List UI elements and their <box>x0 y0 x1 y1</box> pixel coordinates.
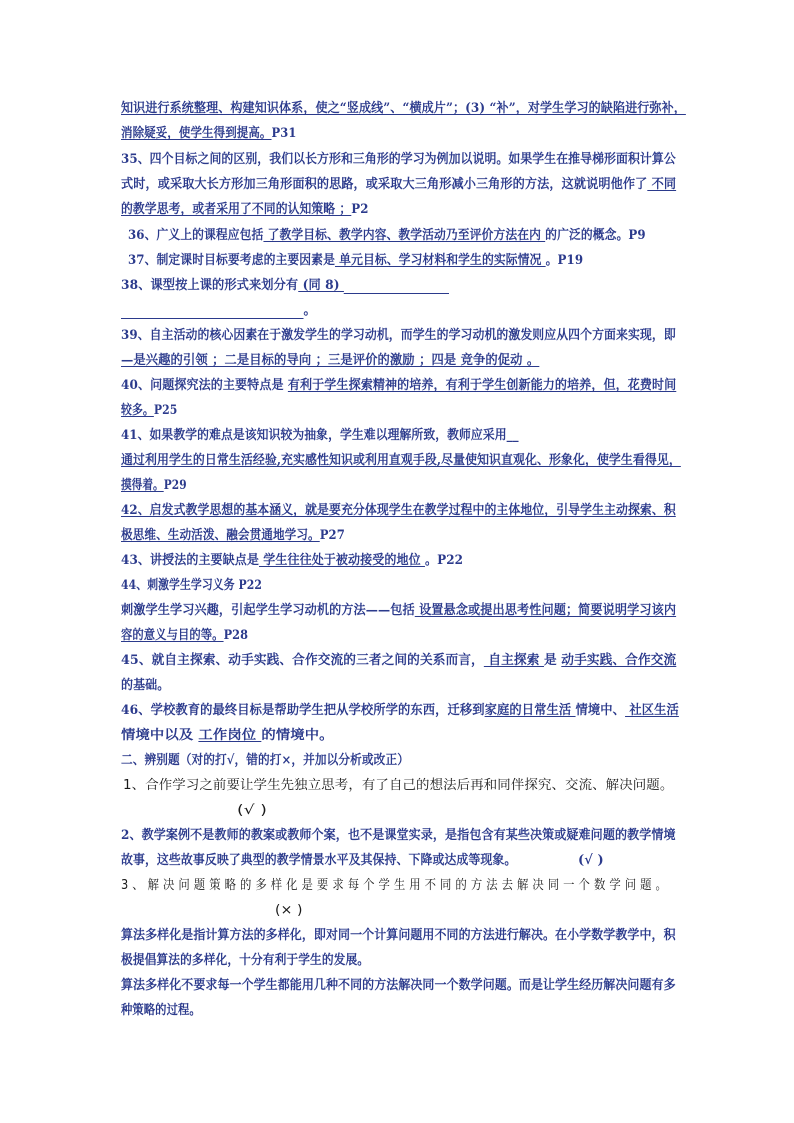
text-segment: P25 <box>153 403 178 418</box>
text-segment: 37、制定课时目标要考虑的主要因素是 <box>128 253 335 268</box>
text-line-l04 <box>121 177 676 193</box>
text-segment: (√ ) <box>578 853 604 868</box>
text-segment: 41、如果教学的难点是该知识较为抽象，学生难以理解所致，教师应采用__ <box>121 428 519 443</box>
text-segment: P31 <box>271 126 297 141</box>
text-segment: 式时，或采取大长方形加三角形面积的思路，或采取大三角形减小三角形的方法，这就说明他作了 <box>121 177 648 192</box>
text-line-l09 <box>121 303 316 319</box>
text-segment: 36、广义上的课程应包括 <box>128 228 264 243</box>
text-segment: 45、就自主探索、动手实践、合作交流的三者之间的关系而言， <box>121 653 484 668</box>
text-segment: 1、合作学习之前要让学生先独立思考，有了自己的想法后再和同伴探究、交流、解决问题。 <box>123 778 674 793</box>
text-segment: 。 <box>303 303 317 318</box>
text-segment: P27 <box>319 528 345 543</box>
underlined-answer: 的教学思考，或者采用了不同的认知策略 ； <box>121 202 352 217</box>
text-line-l16 <box>121 478 187 494</box>
text-segment: 39、自主活动的核心因素在于激发学生的学习动机，而学生的学习动机的激发则应从四个方面来实现，即 <box>121 328 676 343</box>
underlined-answer: 不同 <box>647 177 677 192</box>
text-line-l35 <box>121 953 369 969</box>
text-line-l07 <box>128 253 583 269</box>
text-line-l18 <box>121 528 345 544</box>
text-segment: 二、辨别题（对的打√，错的打×，并加以分析或改正） <box>121 753 409 768</box>
text-segment: 2、教学案例不是教师的教案或教师个案，也不是课堂实录，是指包含有某些决策或疑难问题的教学情境 <box>121 828 676 843</box>
text-line-l05 <box>121 202 369 218</box>
text-line-l15 <box>121 453 681 469</box>
text-segment: 故事，这些故事反映了典型的教学情景水平及其保持、下降或达成等现象。 <box>121 853 517 868</box>
text-line-l10 <box>121 328 676 344</box>
underlined-answer: 单元目标、学习材料和学生的实际情况 <box>334 253 546 268</box>
text-line-l08 <box>121 278 449 294</box>
text-segment: 情境中、 <box>575 703 626 718</box>
text-line-l37 <box>121 1003 201 1019</box>
underlined-answer: 学生往往处于被动接受的地位 <box>258 553 425 568</box>
text-line-l13 <box>121 403 177 419</box>
underlined-answer: 有利于学生探索精神的培养，有利于学生创新能力的培养，但，花费时间 <box>287 378 677 393</box>
text-line-l30 <box>121 828 676 844</box>
text-segment: 40、问题探究法的主要特点是 <box>121 378 288 393</box>
text-segment: 46、学校教育的最终目标是帮助学生把从学校所学的东西，迁移到 <box>121 703 485 718</box>
text-line-l11 <box>121 353 539 369</box>
underlined-answer: 社区生活 <box>625 703 679 718</box>
text-line-l23 <box>121 653 676 669</box>
text-segment: P2 <box>351 202 369 217</box>
text-line-l31 <box>121 853 516 869</box>
text-line-l26 <box>121 728 334 744</box>
underlined-answer: 自主探索 <box>483 653 544 668</box>
text-segment: 种策略的过程。 <box>121 1003 201 1018</box>
text-segment: 43、讲授法的主要缺点是 <box>121 553 259 568</box>
underlined-answer: 设置悬念或提出思考性问题；简要说明学习该内 <box>414 603 677 618</box>
text-segment: P28 <box>223 628 249 643</box>
text-segment: 44、刺激学生学习义务 P22 <box>121 578 262 593</box>
underlined-answer: 容的意义与目的等。 <box>121 628 224 643</box>
text-line-l22 <box>121 628 248 644</box>
text-line-l01 <box>121 101 686 117</box>
text-line-l03 <box>121 152 676 168</box>
fill-in-blank <box>344 279 449 294</box>
underlined-answer: 了教学目标、教学内容、教学活动乃至评价方法在内 <box>263 228 546 243</box>
underlined-answer: 摸得着。 <box>121 478 164 493</box>
text-line-l14 <box>121 428 519 444</box>
underlined-answer: —是兴趣的引领 ；二是目标的导向 ；三是评价的激励 ；四是 竞争的促动 。 <box>121 353 540 368</box>
underlined-answer: 消除疑妥，使学生得到提高。 <box>121 126 272 141</box>
text-line-l19 <box>121 553 463 569</box>
underlined-answer: 通过利用学生的日常生活经验,充实感性知识或利用直观手段,尽量使知识直观化、形象化，使学生看得见， <box>121 453 681 468</box>
text-line-l28 <box>123 778 673 794</box>
text-segment: 算法多样化是指计算方法的多样化，即对同一个计算问题用不同的方法进行解决。在小学数学教学中，积 <box>121 928 676 943</box>
text-line-l33 <box>275 903 303 919</box>
text-line-l36 <box>121 978 676 994</box>
text-line-l17 <box>121 503 676 519</box>
underlined-answer: 动手实践、合作交流 <box>561 653 677 668</box>
text-segment: 38、课型按上课的形式来划分有 <box>121 278 299 293</box>
text-segment: 3、解决问题策略的多样化是要求每个学生用不同的方法去解决同一个数学问题。 <box>121 878 671 893</box>
text-segment: 。P22 <box>424 553 464 568</box>
underlined-answer: 知识进行系统整理、构建知识体系，使之“竖成线”、“横成片”；(3) “补”，对学生学习的缺陷进行弥补， <box>121 101 686 116</box>
text-segment: 的基础。 <box>121 678 170 693</box>
text-line-l20 <box>121 578 262 594</box>
text-line-l21 <box>121 603 676 619</box>
underlined-answer: 家庭的日常生活 <box>484 703 576 718</box>
text-line-l06 <box>128 228 646 244</box>
text-segment: P29 <box>163 478 187 493</box>
text-line-l12 <box>121 378 676 394</box>
text-line-l24 <box>121 678 169 694</box>
text-segment: 的广泛的概念。P9 <box>545 228 646 243</box>
fill-in-blank <box>121 304 304 319</box>
text-segment: 算法多样化不要求每一个学生都能用几种不同的方法解决同一个数学问题。而是让学生经历解决问题有多 <box>121 978 676 993</box>
text-line-l34 <box>121 928 676 944</box>
underlined-answer: (同 8) <box>298 278 344 293</box>
underlined-answer: 工作岗位 <box>198 728 262 743</box>
text-segment: (× ) <box>275 903 303 918</box>
text-segment: 。P19 <box>545 253 584 268</box>
text-segment: 刺激学生学习兴趣，引起学生学习动机的方法——包括 <box>121 603 415 618</box>
text-segment: (√ ) <box>237 803 267 818</box>
underlined-answer: 极思维、生动活泼、融会贯通地学习。 <box>121 528 320 543</box>
text-segment: 情境中以及 <box>121 728 199 743</box>
text-segment: 的情境中。 <box>261 728 334 743</box>
text-line-l31b <box>578 853 604 869</box>
text-line-l25 <box>121 703 679 719</box>
text-line-l02 <box>121 126 296 142</box>
text-segment: 极提倡算法的多样化，十分有利于学生的发展。 <box>121 953 370 968</box>
underlined-answer: 较多。 <box>121 403 154 418</box>
text-line-l27 <box>121 753 409 769</box>
text-line-l29 <box>237 803 267 819</box>
text-segment: 35、四个目标之间的区别，我们以长方形和三角形的学习为例加以说明。如果学生在推导梯形面积计算公 <box>121 152 676 167</box>
text-line-l32 <box>121 878 671 894</box>
text-segment: 是 <box>543 653 562 668</box>
underlined-answer: 42、启发式教学思想的基本涵义，就是要充分体现学生在教学过程中的主体地位，引导学生主动探索、积 <box>121 503 676 518</box>
